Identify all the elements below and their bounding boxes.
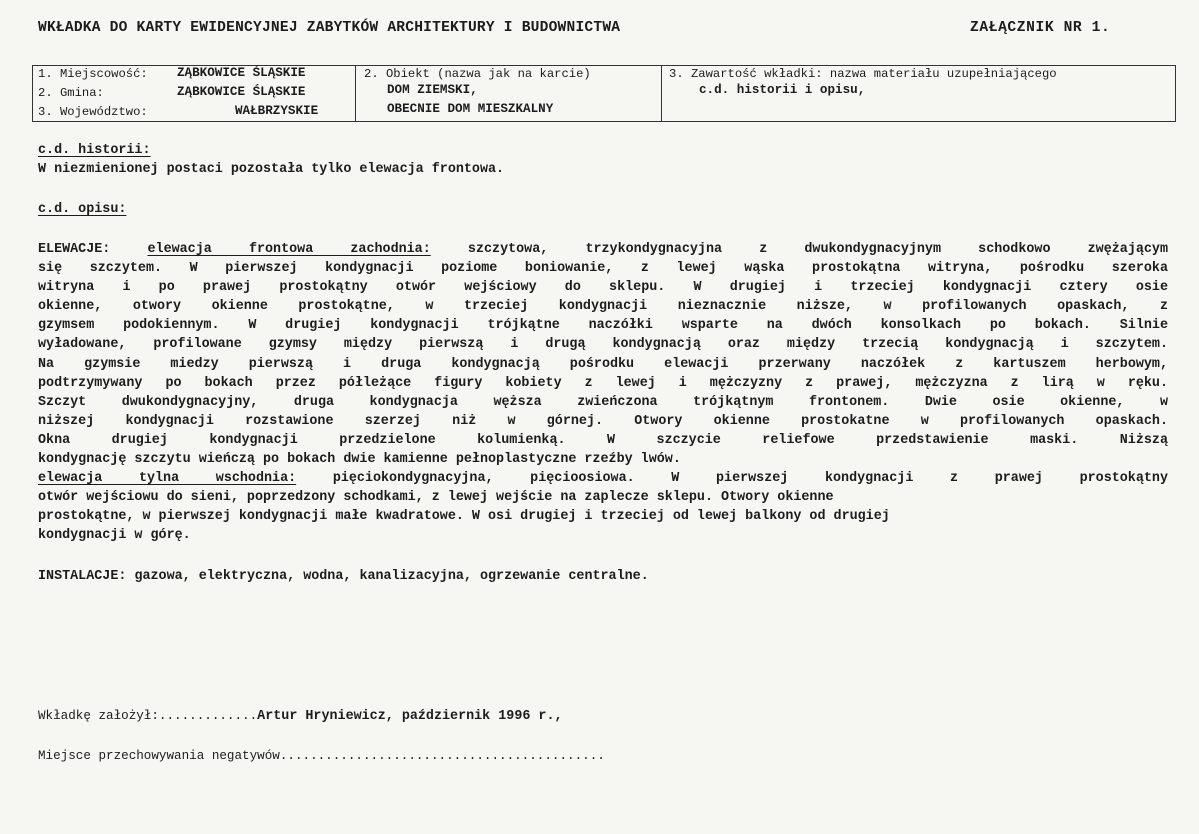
elewacje-line: Okna drugiej kondygnacji przedzielone kolumienką. W szczycie reliefowe przedstawienie maski. Niższą [38,432,1168,448]
header-table [32,65,1176,122]
elewacje-line: gzymsem podokiennym. W drugiej kondygnacji trójkątne naczółki wsparte na dwóch konsolkach po bokach. Silnie [38,318,1168,334]
elewacje-line [38,469,1168,488]
elewacje-line [38,240,1168,259]
historia-heading: c.d. historii: [38,143,151,158]
elewacje-line: prostokątne, w pierwszej kondygnacji małe kwadratowe. W osi drugiej i trzeciej od lewej balkony od drugiej [38,509,890,525]
front-elevation-text: szczytowa, trzykondygnacyjna z dwukondygnacyjnym schodkowo zwężającym [467,242,1169,257]
gmina-value: ZĄBKOWICE ŚLĄSKIE [177,85,306,99]
rear-elevation-heading: elewacja tylna wschodnia: [38,471,297,487]
obiekt-line-2: OBECNIE DOM MIESZKALNY [387,102,554,116]
header-divider [355,66,356,121]
zalozyl-value: Artur Hryniewicz, październik 1996 r., [257,709,563,724]
obiekt-label: 2. Obiekt (nazwa jak na karcie) [364,67,591,81]
elewacje-line: Szczyt dwukondygnacyjny, druga kondygnacja węższa zwieńczona trójkątnym frontonem. Dwie osie okienne, w [38,394,1168,410]
zalozyl-line [38,709,563,724]
annex-number: ZAŁĄCZNIK NR 1. [970,20,1111,36]
rear-elevation-text: pięciokondygnacyjna, pięcioosiowa. W pierwszej kondygnacji z prawej prostokątny [332,471,1168,487]
elewacje-line: okienne, otwory okienne prostokątne, w trzeciej kondygnacji nieznacznie niższe, w profilowanych opaskach, z [38,299,1168,315]
elewacje-label: ELEWACJE: [38,242,111,257]
document-title: WKŁADKA DO KARTY EWIDENCYJNEJ ZABYTKÓW ARCHITEKTURY I BUDOWNICTWA [38,20,621,36]
instalacje-line [38,569,649,584]
front-elevation-heading: elewacja frontowa zachodnia: [147,242,431,257]
miejscowosc-value: ZĄBKOWICE ŚLĄSKIE [177,66,306,80]
elewacje-line: wyładowane, profilowane gzymsy między pierwszą i drugą kondygnacją oraz między trzecią kondygnacją i szczytem. [38,337,1168,353]
instalacje-label: INSTALACJE: [38,569,127,584]
elewacje-line: otwór wejściowu do sieni, poprzedzony schodkami, z lewej wejście na zaplecze sklepu. Otwory okienne [38,490,834,506]
elewacje-line: kondygnacji w górę. [38,528,191,544]
instalacje-text: gazowa, elektryczna, wodna, kanalizacyjna, ogrzewanie centralne. [134,569,649,584]
zawartosc-label: 3. Zawartość wkładki: nazwa materiału uzupełniającego [669,67,1057,81]
obiekt-line-1: DOM ZIEMSKI, [387,83,478,97]
elewacje-line: witryna i po prawej prostokątny otwór wejściowy do sklepu. W drugiej i trzeciej kondygnacji cztery osie [38,280,1168,296]
negatywy-line: Miejsce przechowywania negatywów........................................... [38,749,605,763]
header-divider [661,66,662,121]
opis-heading: c.d. opisu: [38,202,127,217]
elewacje-line: Na gzymsie miedzy pierwszą i druga kondygnacją pośrodku elewacji przerwany naczółek z kartuszem herbowym, [38,356,1168,372]
elewacje-line: niższej kondygnacji rozstawione szerzej niż w górnej. Otwory okienne prostokatne w profilowanych opaskach. [38,413,1168,429]
miejscowosc-label: 1. Miejscowość: [38,67,148,81]
historia-text: W niezmienionej postaci pozostała tylko elewacja frontowa. [38,162,505,177]
wojewodztwo-value: WAŁBRZYSKIE [235,104,319,118]
zawartosc-value: c.d. historii i opisu, [699,83,866,97]
elewacje-line: podtrzymywany po bokach przez półleżące figury kobiety z lewej i mężczyzny z prawej, mężczyzna z lirą w ręku. [38,375,1168,391]
zalozyl-label: Wkładkę założył:............. [38,709,258,723]
wojewodztwo-label: 3. Województwo: [38,105,148,119]
elewacje-paragraph [38,240,1168,546]
elewacje-line: się szczytem. W pierwszej kondygnacji poziome boniowanie, z lewej wąska prostokątna witryna, pośrodku szeroka [38,261,1168,277]
elewacje-line: kondygnację szczytu wieńczą po bokach dwie kamienne pełnoplastyczne rzeźby lwów. [38,452,681,468]
gmina-label: 2. Gmina: [38,86,104,100]
